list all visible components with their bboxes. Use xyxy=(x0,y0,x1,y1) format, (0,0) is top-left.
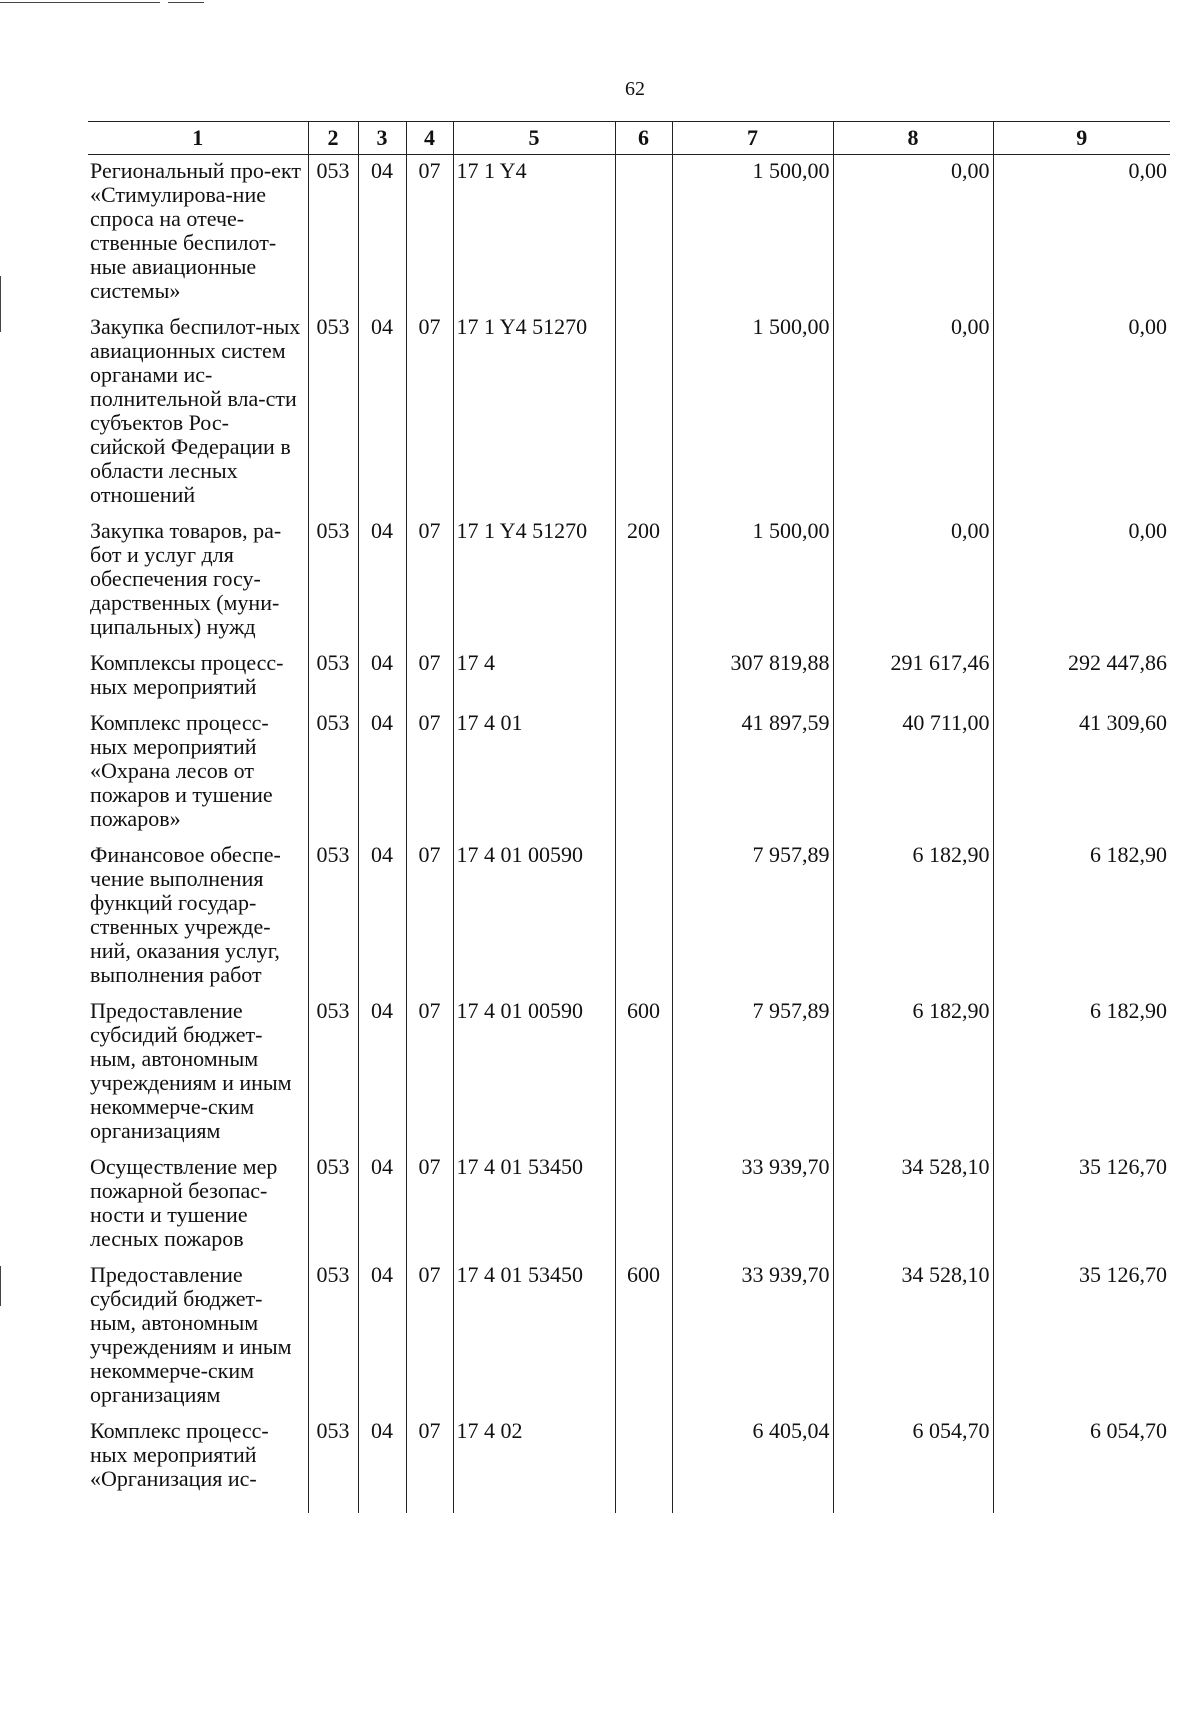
cell-col-5: 17 4 01 00590 xyxy=(453,995,615,1151)
cell-col-2: 053 xyxy=(308,1415,358,1513)
cell-col-2: 053 xyxy=(308,995,358,1151)
cell-col-7: 33 939,70 xyxy=(672,1259,833,1415)
cell-col-6 xyxy=(615,155,672,312)
cell-col-5: 17 4 01 xyxy=(453,707,615,839)
cell-col-9: 35 126,70 xyxy=(993,1259,1170,1415)
table-row xyxy=(88,647,1170,707)
cell-col-4: 07 xyxy=(406,839,453,995)
cell-col-6 xyxy=(615,1151,672,1259)
table-row xyxy=(88,839,1170,995)
cell-col-6 xyxy=(615,311,672,515)
page-number: 62 xyxy=(625,78,645,100)
cell-col-4: 07 xyxy=(406,1151,453,1259)
cell-col-9: 0,00 xyxy=(993,155,1170,312)
header-col-4: 4 xyxy=(406,122,453,155)
cell-col-2: 053 xyxy=(308,515,358,647)
table-row xyxy=(88,1151,1170,1259)
cell-col-3: 04 xyxy=(358,839,406,995)
row-name: Предоставление субсидий бюджет-ным, автономным учреждениям и иным некоммерче-ским организациям xyxy=(90,998,292,1143)
cell-col-8: 6 182,90 xyxy=(833,839,993,995)
header-col-2: 2 xyxy=(308,122,358,155)
scan-line-top xyxy=(0,2,160,3)
cell-col-4: 07 xyxy=(406,311,453,515)
table-row xyxy=(88,155,1170,312)
cell-col-7: 1 500,00 xyxy=(672,515,833,647)
budget-table xyxy=(88,121,1170,1513)
cell-col-9: 292 447,86 xyxy=(993,647,1170,707)
header-col-7: 7 xyxy=(672,122,833,155)
header-col-6: 6 xyxy=(615,122,672,155)
cell-col-3: 04 xyxy=(358,707,406,839)
cell-col-7: 7 957,89 xyxy=(672,995,833,1151)
header-col-3: 3 xyxy=(358,122,406,155)
cell-col-3: 04 xyxy=(358,155,406,312)
cell-col-8: 34 528,10 xyxy=(833,1151,993,1259)
cell-col-5: 17 4 01 53450 xyxy=(453,1259,615,1415)
row-name: Закупка беспилот-ных авиационных систем органами ис-полнительной вла-сти субъектов Рос-сийской Федерации в области лесных отношений xyxy=(90,314,301,507)
cell-col-7: 1 500,00 xyxy=(672,311,833,515)
cell-col-2: 053 xyxy=(308,839,358,995)
row-name: Комплекс процесс-ных мероприятий «Организация ис- xyxy=(90,1418,269,1491)
scan-margin-mark-upper xyxy=(0,276,1,332)
scan-margin-mark-lower xyxy=(0,1266,1,1306)
row-name: Комплекс процесс-ных мероприятий «Охрана лесов от пожаров и тушение пожаров» xyxy=(90,710,273,831)
table-row xyxy=(88,311,1170,515)
cell-col-7: 33 939,70 xyxy=(672,1151,833,1259)
cell-col-4: 07 xyxy=(406,995,453,1151)
cell-col-6 xyxy=(615,707,672,839)
cell-col-7: 6 405,04 xyxy=(672,1415,833,1513)
cell-col-8: 40 711,00 xyxy=(833,707,993,839)
row-name: Комплексы процесс-ных мероприятий xyxy=(90,650,284,699)
cell-col-2: 053 xyxy=(308,155,358,312)
cell-col-8: 291 617,46 xyxy=(833,647,993,707)
cell-col-4: 07 xyxy=(406,707,453,839)
cell-col-3: 04 xyxy=(358,1259,406,1415)
cell-col-6 xyxy=(615,1415,672,1513)
header-col-8: 8 xyxy=(833,122,993,155)
cell-col-6 xyxy=(615,839,672,995)
cell-col-9: 6 054,70 xyxy=(993,1415,1170,1513)
cell-col-5: 17 4 01 53450 xyxy=(453,1151,615,1259)
cell-col-6: 600 xyxy=(615,1259,672,1415)
cell-col-5: 17 4 xyxy=(453,647,615,707)
cell-col-4: 07 xyxy=(406,647,453,707)
cell-col-7: 1 500,00 xyxy=(672,155,833,312)
cell-col-8: 0,00 xyxy=(833,311,993,515)
cell-col-8: 0,00 xyxy=(833,515,993,647)
cell-col-3: 04 xyxy=(358,995,406,1151)
cell-col-9: 6 182,90 xyxy=(993,839,1170,995)
row-name: Региональный про-ект «Стимулирова-ние спроса на отече-ственные беспилот-ные авиационные системы» xyxy=(90,158,301,303)
cell-col-3: 04 xyxy=(358,1415,406,1513)
cell-col-2: 053 xyxy=(308,647,358,707)
cell-col-7: 307 819,88 xyxy=(672,647,833,707)
cell-col-8: 34 528,10 xyxy=(833,1259,993,1415)
table-row xyxy=(88,995,1170,1151)
cell-col-2: 053 xyxy=(308,707,358,839)
cell-col-6: 200 xyxy=(615,515,672,647)
header-col-5: 5 xyxy=(453,122,615,155)
cell-col-6: 600 xyxy=(615,995,672,1151)
cell-col-6 xyxy=(615,647,672,707)
cell-col-5: 17 4 01 00590 xyxy=(453,839,615,995)
cell-col-4: 07 xyxy=(406,155,453,312)
row-name: Осуществление мер пожарной безопас-ности и тушение лесных пожаров xyxy=(90,1154,278,1251)
cell-col-5: 17 1 Y4 51270 xyxy=(453,515,615,647)
header-col-9: 9 xyxy=(993,122,1170,155)
cell-col-8: 0,00 xyxy=(833,155,993,312)
cell-col-2: 053 xyxy=(308,1151,358,1259)
row-name: Закупка товаров, ра-бот и услуг для обеспечения госу-дарственных (муни-ципальных) нужд xyxy=(90,518,282,639)
table-row xyxy=(88,515,1170,647)
cell-col-3: 04 xyxy=(358,647,406,707)
cell-col-9: 0,00 xyxy=(993,311,1170,515)
table-row xyxy=(88,707,1170,839)
cell-col-2: 053 xyxy=(308,311,358,515)
cell-col-9: 0,00 xyxy=(993,515,1170,647)
cell-col-5: 17 1 Y4 51270 xyxy=(453,311,615,515)
cell-col-2: 053 xyxy=(308,1259,358,1415)
cell-col-3: 04 xyxy=(358,311,406,515)
row-name: Финансовое обеспе-чение выполнения функций государ-ственных учрежде-ний, оказания услуг, выполнения работ xyxy=(90,842,281,987)
cell-col-8: 6 182,90 xyxy=(833,995,993,1151)
cell-col-4: 07 xyxy=(406,1415,453,1513)
cell-col-4: 07 xyxy=(406,515,453,647)
scan-line-top-short xyxy=(168,2,204,3)
cell-col-7: 7 957,89 xyxy=(672,839,833,995)
header-col-1: 1 xyxy=(88,122,308,155)
cell-col-7: 41 897,59 xyxy=(672,707,833,839)
table-header-row xyxy=(88,122,1170,155)
cell-col-3: 04 xyxy=(358,515,406,647)
table-row xyxy=(88,1415,1170,1513)
row-name: Предоставление субсидий бюджет-ным, автономным учреждениям и иным некоммерче-ским организациям xyxy=(90,1262,292,1407)
cell-col-3: 04 xyxy=(358,1151,406,1259)
table-row xyxy=(88,1259,1170,1415)
cell-col-8: 6 054,70 xyxy=(833,1415,993,1513)
cell-col-4: 07 xyxy=(406,1259,453,1415)
cell-col-9: 35 126,70 xyxy=(993,1151,1170,1259)
cell-col-5: 17 4 02 xyxy=(453,1415,615,1513)
cell-col-5: 17 1 Y4 xyxy=(453,155,615,312)
cell-col-9: 41 309,60 xyxy=(993,707,1170,839)
cell-col-9: 6 182,90 xyxy=(993,995,1170,1151)
